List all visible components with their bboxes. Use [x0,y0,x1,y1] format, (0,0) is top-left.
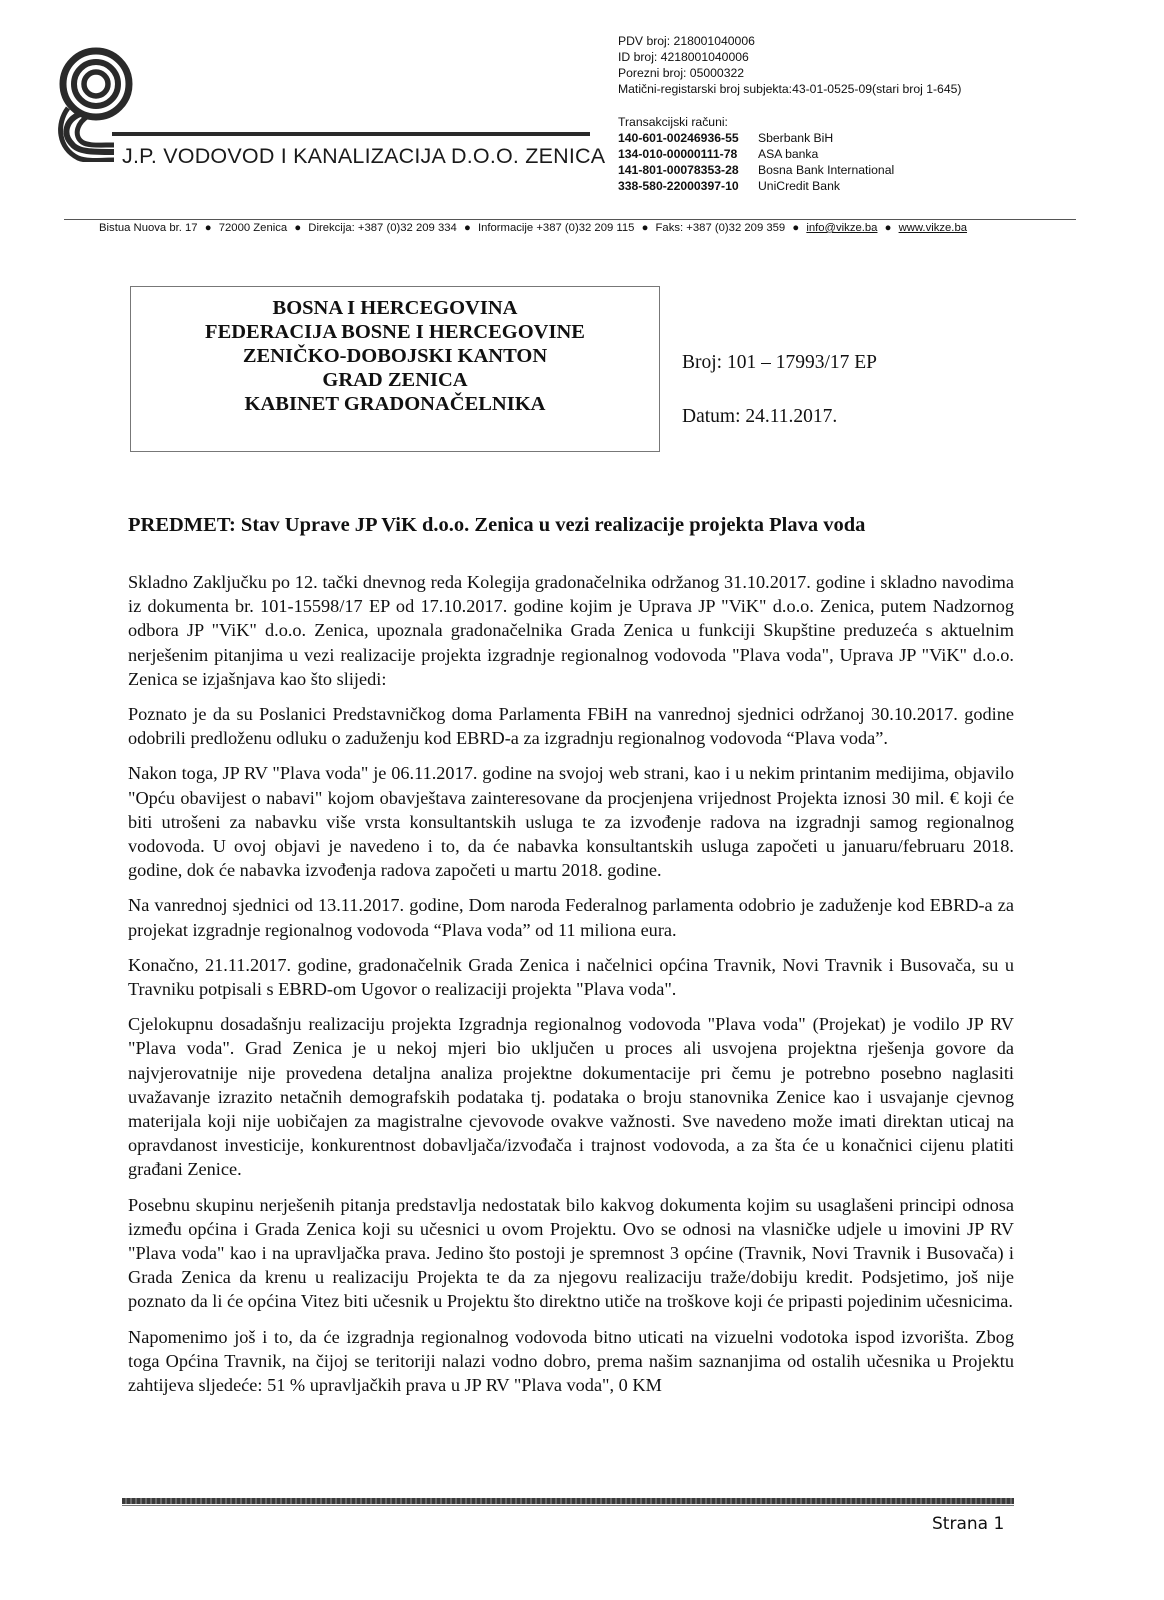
body-paragraph: Nakon toga, JP RV "Plava voda" je 06.11.2017. godine na svojoj web strani, kao i u nekim printanim medijima, objavilo "Opću obavijest o nabavi" kojom obavještava zainteresovane da procjenjena vrijednost Projekta iznosi 30 mil. € koji će biti utrošeni za nabavku više vrsta konsultantskih usluga te za izvođenje radova na izgradnji samog regionalnog vodovoda. U ovoj objavi je navedeno i to, da će nabavka konsultantskih usluga započeti u januaru/februaru 2018. godine, dok će nabavka izvođenja radova započeti u martu 2018. godine. [128,763,1014,881]
body-paragraph: Cjelokupnu dosadašnju realizaciju projekta Izgradnja regionalnog vodovoda "Plava voda" (Projekat) je vodilo JP RV "Plava voda". Grad Zenica je u nekoj mjeri bio uključen u proces ali usvojena projektna rješenja govore da najvjerovatnije nije provedena detaljna analiza projektne dokumentacije pri čemu je potrebno posebno naglasiti uvažavanje izrazito netačnih demografskih podataka tj. podataka o broju stanovnika Zenice kao i usvajanje cjevnog materijala koji nije uobičajen za magistralne cjevovode ovakve važnosti. Sve navedeno može imati direktan uticaj na opravdanost investicije, konkurentnost dobavljača/izvođača i trajnost vodovoda, a za šta će u konačnici cijenu platiti građani Zenice. [128,1014,1014,1180]
letter-body [128,570,1014,1408]
subject-line: PREDMET: Stav Uprave JP ViK d.o.o. Zenica u vezi realizacije projekta Plava voda [128,514,866,536]
accounts-label: Transakcijski računi: [618,115,728,129]
account-row [618,162,894,178]
address: Bistua Nuova br. 17 [99,222,198,234]
registration-info [618,33,961,97]
recipient-line: KABINET GRADONAČELNIKA [244,393,546,415]
body-paragraph: Skladno Zaključku po 12. tački dnevnog reda Kolegija gradonačelnika održanog 31.10.2017. godine i skladno navodima iz dokumenta br. 101-15598/17 EP od 17.10.2017. godine kojim je Uprava JP "ViK" d.o.o. Zenica, putem Nadzornog odbora JP "ViK" d.o.o. Zenica, upoznala gradonačelnika Grada Zenica u funkciji Skupštine preduzeća s aktuelnim nerješenim pitanjima u vezi realizacije projekta izgradnje regionalnog vodovoda "Plava voda", Uprava JP "ViK" d.o.o. Zenica se izjašnjava kao što slijedi: [128,572,1014,689]
recipient-address [130,296,660,416]
recipient-line: GRAD ZENICA [322,369,468,391]
bullet-icon: ● [204,222,212,234]
bullet-icon: ● [792,222,800,234]
reference-date: Datum: 24.11.2017. [682,406,838,427]
email-link[interactable]: info@vikze.ba [806,222,878,234]
id-number: ID broj: 4218001040006 [618,50,749,64]
website-link[interactable]: www.vikze.ba [898,222,968,234]
contact-divider [64,219,1076,220]
city: 72000 Zenica [218,222,288,234]
bullet-icon: ● [463,222,471,234]
footer-rule-thin [122,1505,1014,1506]
contact-line [99,222,967,234]
body-paragraph: Na vanrednoj sjednici od 13.11.2017. godine, Dom naroda Federalnog parlamenta odobrio je zaduženje kod EBRD-a za projekat izgradnje regionalnog vodovoda “Plava voda” od 11 miliona eura. [128,895,1014,940]
direction-phone: Direkcija: +387 (0)32 209 334 [308,222,457,234]
page-number: Strana 1 [932,1514,1005,1534]
info-phone: Informacije +387 (0)32 209 115 [477,222,635,234]
bullet-icon: ● [294,222,302,234]
account-number: 338-580-22000397-10 [618,179,739,193]
account-row [618,146,894,162]
recipient-line: BOSNA I HERCEGOVINA [272,297,518,319]
company-name: J.P. VODOVOD I KANALIZACIJA D.O.O. ZENICA [122,144,606,168]
body-paragraph: Konačno, 21.11.2017. godine, gradonačelnik Grada Zenica i načelnici općina Travnik, Novi Travnik i Busovača, su u Travniku potpisali s EBRD-om Ugovor o realizaciji projekta "Plava voda". [128,954,1014,1000]
reference-number: Broj: 101 – 17993/17 EP [682,352,878,373]
body-paragraph: Posebnu skupinu nerješenih pitanja predstavlja nedostatak bilo kakvog dokumenta kojim su usaglašeni principi odnosa između općina i Grada Zenica koji su učesnici u ovom Projektu. Ovo se odnosi na vlasničke udjele u imovini JP RV "Plava voda" kao i na upravljačka prava. Jedino što postoji je spremnost 3 općine (Travnik, Novi Travnik i Busovača) i Grada Zenica da krenu u realizaciju Projekta te da za njegovu realizaciju traže/dobiju kredit. Podsjetimo, još nije poznato da li će općina Vitez biti učesnik u Projektu što direktno utiče na troškove koji će pripasti pojedinim učesnicima. [128,1194,1014,1312]
account-row [618,178,894,194]
fax: Faks: +387 (0)32 209 359 [655,222,786,234]
bullet-icon: ● [884,222,892,234]
bullet-icon: ● [641,222,649,234]
account-number: 140-601-00246936-55 [618,131,739,145]
account-number: 134-010-00000111-78 [618,147,738,161]
recipient-line: ZENIČKO-DOBOJSKI KANTON [242,345,548,367]
body-paragraph: Napomenimo još i to, da će izgradnja regionalnog vodovoda bitno uticati na vizuelni vodotoka ispod izvorišta. Zbog toga Općina Travnik, na čijoj se teritoriji nalazi vodno dobro, prema našim saznanjima od ostalih učesnika u Projektu zahtijeva sljedeće: 51 % upravljačkih prava u JP RV "Plava voda", 0 KM [128,1326,1014,1396]
bank-name: ASA banka [758,147,819,161]
registry-number: Matični-registarski broj subjekta:43-01-0525-09(stari broj 1-645) [618,82,962,96]
footer-rule [122,1498,1014,1504]
bank-accounts [618,114,894,194]
account-number: 141-801-00078353-28 [618,163,739,177]
company-name-rule [112,132,590,136]
bank-name: Sberbank BiH [758,131,834,145]
recipient-line: FEDERACIJA BOSNE I HERCEGOVINE [205,321,585,343]
bank-name: Bosna Bank International [758,163,895,177]
vat-number: PDV broj: 218001040006 [618,34,755,48]
body-paragraph: Poznato je da su Poslanici Predstavničkog doma Parlamenta FBiH na vanrednoj sjednici održanoj 30.10.2017. godine odobrili predloženu odluku o zaduženju kod EBRD-a za izgradnju regionalnog vodovoda “Plava voda”. [128,704,1014,749]
account-row [618,130,894,146]
bank-name: UniCredit Bank [758,179,840,193]
tax-number: Porezni broj: 05000322 [618,66,745,80]
